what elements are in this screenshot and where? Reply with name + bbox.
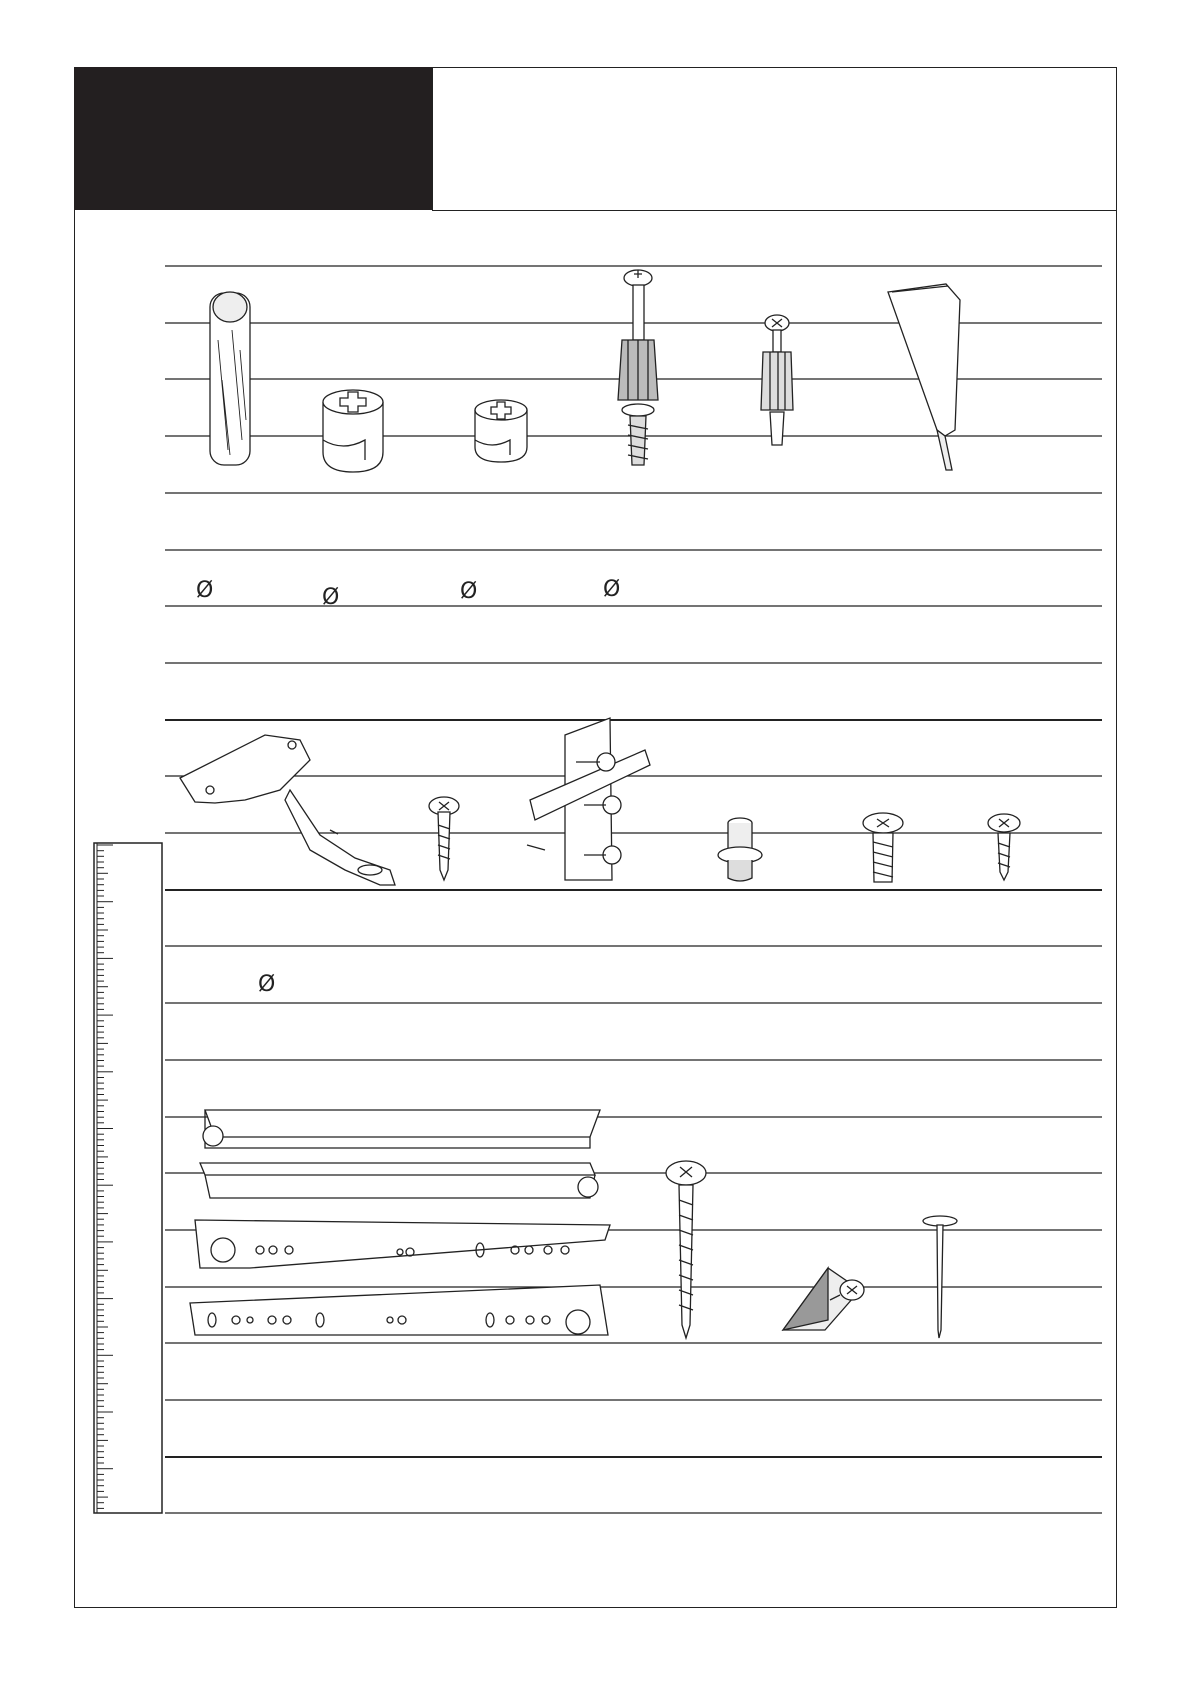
cam-lock-large: [323, 390, 383, 472]
cam-bolt-short: [761, 315, 793, 445]
cam-lock-small: [475, 400, 527, 462]
diameter-symbol-5: Ø: [258, 972, 276, 997]
glue-tube: [888, 284, 960, 470]
corner-bracket: [783, 1268, 864, 1330]
nail: [923, 1216, 957, 1338]
measuring-ruler: [94, 843, 162, 1513]
wood-screw: [429, 797, 459, 880]
cabinet-hinge: [180, 735, 395, 885]
shelf-pin: [718, 818, 762, 881]
drawer-slide-set: [190, 1110, 610, 1335]
diameter-symbol-3: Ø: [460, 579, 478, 604]
long-screw: [666, 1161, 706, 1338]
hinge-mounting-plate: [527, 718, 650, 880]
diameter-symbol-4: Ø: [603, 577, 621, 602]
euro-screw: [863, 813, 903, 882]
diameter-symbol-1: Ø: [196, 578, 214, 603]
small-screw: [988, 814, 1020, 880]
diameter-symbol-2: Ø: [322, 585, 340, 610]
wooden-dowel: [210, 292, 250, 465]
